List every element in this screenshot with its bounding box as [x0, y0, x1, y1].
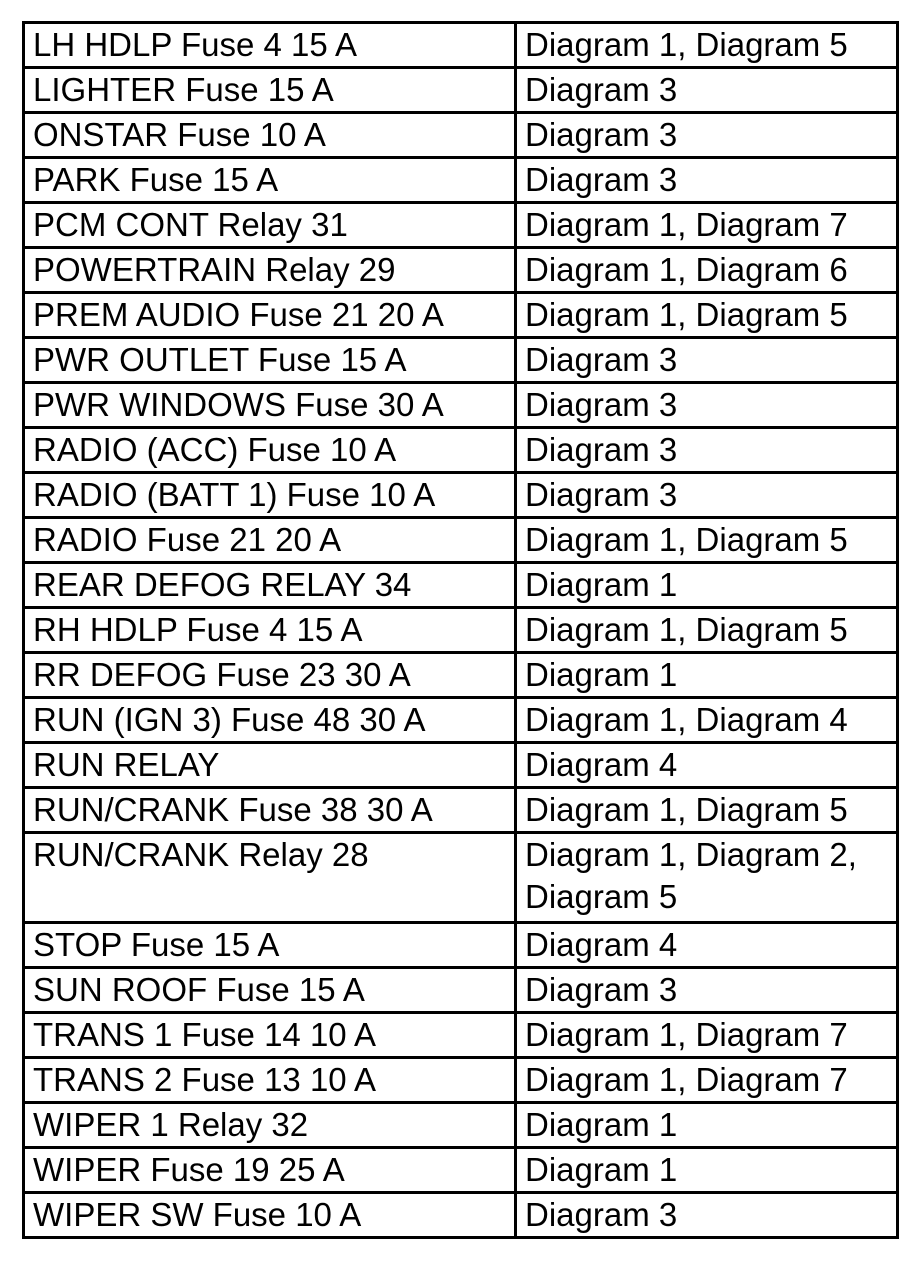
- diagram-cell: Diagram 1, Diagram 7: [516, 1013, 898, 1058]
- circuit-cell: SUN ROOF Fuse 15 A: [24, 968, 516, 1013]
- table-row: [24, 1148, 898, 1193]
- circuit-cell: RH HDLP Fuse 4 15 A: [24, 608, 516, 653]
- table-row: [24, 608, 898, 653]
- diagram-cell: Diagram 1, Diagram 6: [516, 248, 898, 293]
- table-row: [24, 833, 898, 923]
- table-row: [24, 653, 898, 698]
- diagram-cell: Diagram 3: [516, 1193, 898, 1238]
- diagram-cell: Diagram 1: [516, 563, 898, 608]
- table-row: [24, 788, 898, 833]
- circuit-cell: POWERTRAIN Relay 29: [24, 248, 516, 293]
- table-row: [24, 968, 898, 1013]
- circuit-cell: STOP Fuse 15 A: [24, 923, 516, 968]
- circuit-cell: RADIO (BATT 1) Fuse 10 A: [24, 473, 516, 518]
- table-row: [24, 68, 898, 113]
- diagram-cell: Diagram 1: [516, 1103, 898, 1148]
- diagram-cell: Diagram 1, Diagram 5: [516, 518, 898, 563]
- circuit-cell: ONSTAR Fuse 10 A: [24, 113, 516, 158]
- circuit-cell: PARK Fuse 15 A: [24, 158, 516, 203]
- diagram-cell: Diagram 1, Diagram 5: [516, 608, 898, 653]
- diagram-cell: Diagram 3: [516, 158, 898, 203]
- diagram-cell: Diagram 1, Diagram 7: [516, 1058, 898, 1103]
- diagram-cell: Diagram 3: [516, 428, 898, 473]
- table-row: [24, 563, 898, 608]
- table-row: [24, 698, 898, 743]
- circuit-cell: RUN (IGN 3) Fuse 48 30 A: [24, 698, 516, 743]
- diagram-cell: Diagram 1, Diagram 5: [516, 788, 898, 833]
- table-row: [24, 1103, 898, 1148]
- table-row: [24, 473, 898, 518]
- circuit-cell: WIPER Fuse 19 25 A: [24, 1148, 516, 1193]
- table-row: [24, 203, 898, 248]
- circuit-cell: TRANS 2 Fuse 13 10 A: [24, 1058, 516, 1103]
- circuit-cell: RR DEFOG Fuse 23 30 A: [24, 653, 516, 698]
- circuit-cell: RUN RELAY: [24, 743, 516, 788]
- table-body: [24, 23, 898, 1238]
- circuit-cell: PWR WINDOWS Fuse 30 A: [24, 383, 516, 428]
- diagram-cell: Diagram 1, Diagram 4: [516, 698, 898, 743]
- table-row: [24, 248, 898, 293]
- circuit-cell: LH HDLP Fuse 4 15 A: [24, 23, 516, 68]
- diagram-cell: Diagram 3: [516, 473, 898, 518]
- circuit-cell: RADIO (ACC) Fuse 10 A: [24, 428, 516, 473]
- circuit-cell: RUN/CRANK Relay 28: [24, 833, 516, 923]
- diagram-cell: Diagram 1, Diagram 5: [516, 293, 898, 338]
- table-row: [24, 158, 898, 203]
- diagram-cell: Diagram 3: [516, 383, 898, 428]
- fuse-relay-diagram-table: [22, 21, 899, 1239]
- circuit-cell: WIPER SW Fuse 10 A: [24, 1193, 516, 1238]
- table-row: [24, 293, 898, 338]
- circuit-cell: LIGHTER Fuse 15 A: [24, 68, 516, 113]
- diagram-cell: Diagram 3: [516, 113, 898, 158]
- table-row: [24, 338, 898, 383]
- diagram-cell: Diagram 1: [516, 653, 898, 698]
- diagram-cell: Diagram 1, Diagram 5: [516, 23, 898, 68]
- circuit-cell: TRANS 1 Fuse 14 10 A: [24, 1013, 516, 1058]
- diagram-cell: Diagram 3: [516, 968, 898, 1013]
- diagram-cell: Diagram 1, Diagram 2, Diagram 5: [516, 833, 898, 923]
- diagram-cell: Diagram 1, Diagram 7: [516, 203, 898, 248]
- diagram-cell: Diagram 3: [516, 338, 898, 383]
- table-row: [24, 1013, 898, 1058]
- circuit-cell: REAR DEFOG RELAY 34: [24, 563, 516, 608]
- circuit-cell: WIPER 1 Relay 32: [24, 1103, 516, 1148]
- diagram-cell: Diagram 3: [516, 68, 898, 113]
- table-row: [24, 428, 898, 473]
- table-row: [24, 383, 898, 428]
- circuit-cell: PCM CONT Relay 31: [24, 203, 516, 248]
- diagram-cell: Diagram 4: [516, 923, 898, 968]
- circuit-cell: RADIO Fuse 21 20 A: [24, 518, 516, 563]
- table-row: [24, 923, 898, 968]
- circuit-cell: PREM AUDIO Fuse 21 20 A: [24, 293, 516, 338]
- table-row: [24, 23, 898, 68]
- table-row: [24, 1058, 898, 1103]
- circuit-cell: RUN/CRANK Fuse 38 30 A: [24, 788, 516, 833]
- table-row: [24, 518, 898, 563]
- table-row: [24, 1193, 898, 1238]
- table-row: [24, 743, 898, 788]
- diagram-cell: Diagram 1: [516, 1148, 898, 1193]
- circuit-cell: PWR OUTLET Fuse 15 A: [24, 338, 516, 383]
- table-row: [24, 113, 898, 158]
- diagram-cell: Diagram 4: [516, 743, 898, 788]
